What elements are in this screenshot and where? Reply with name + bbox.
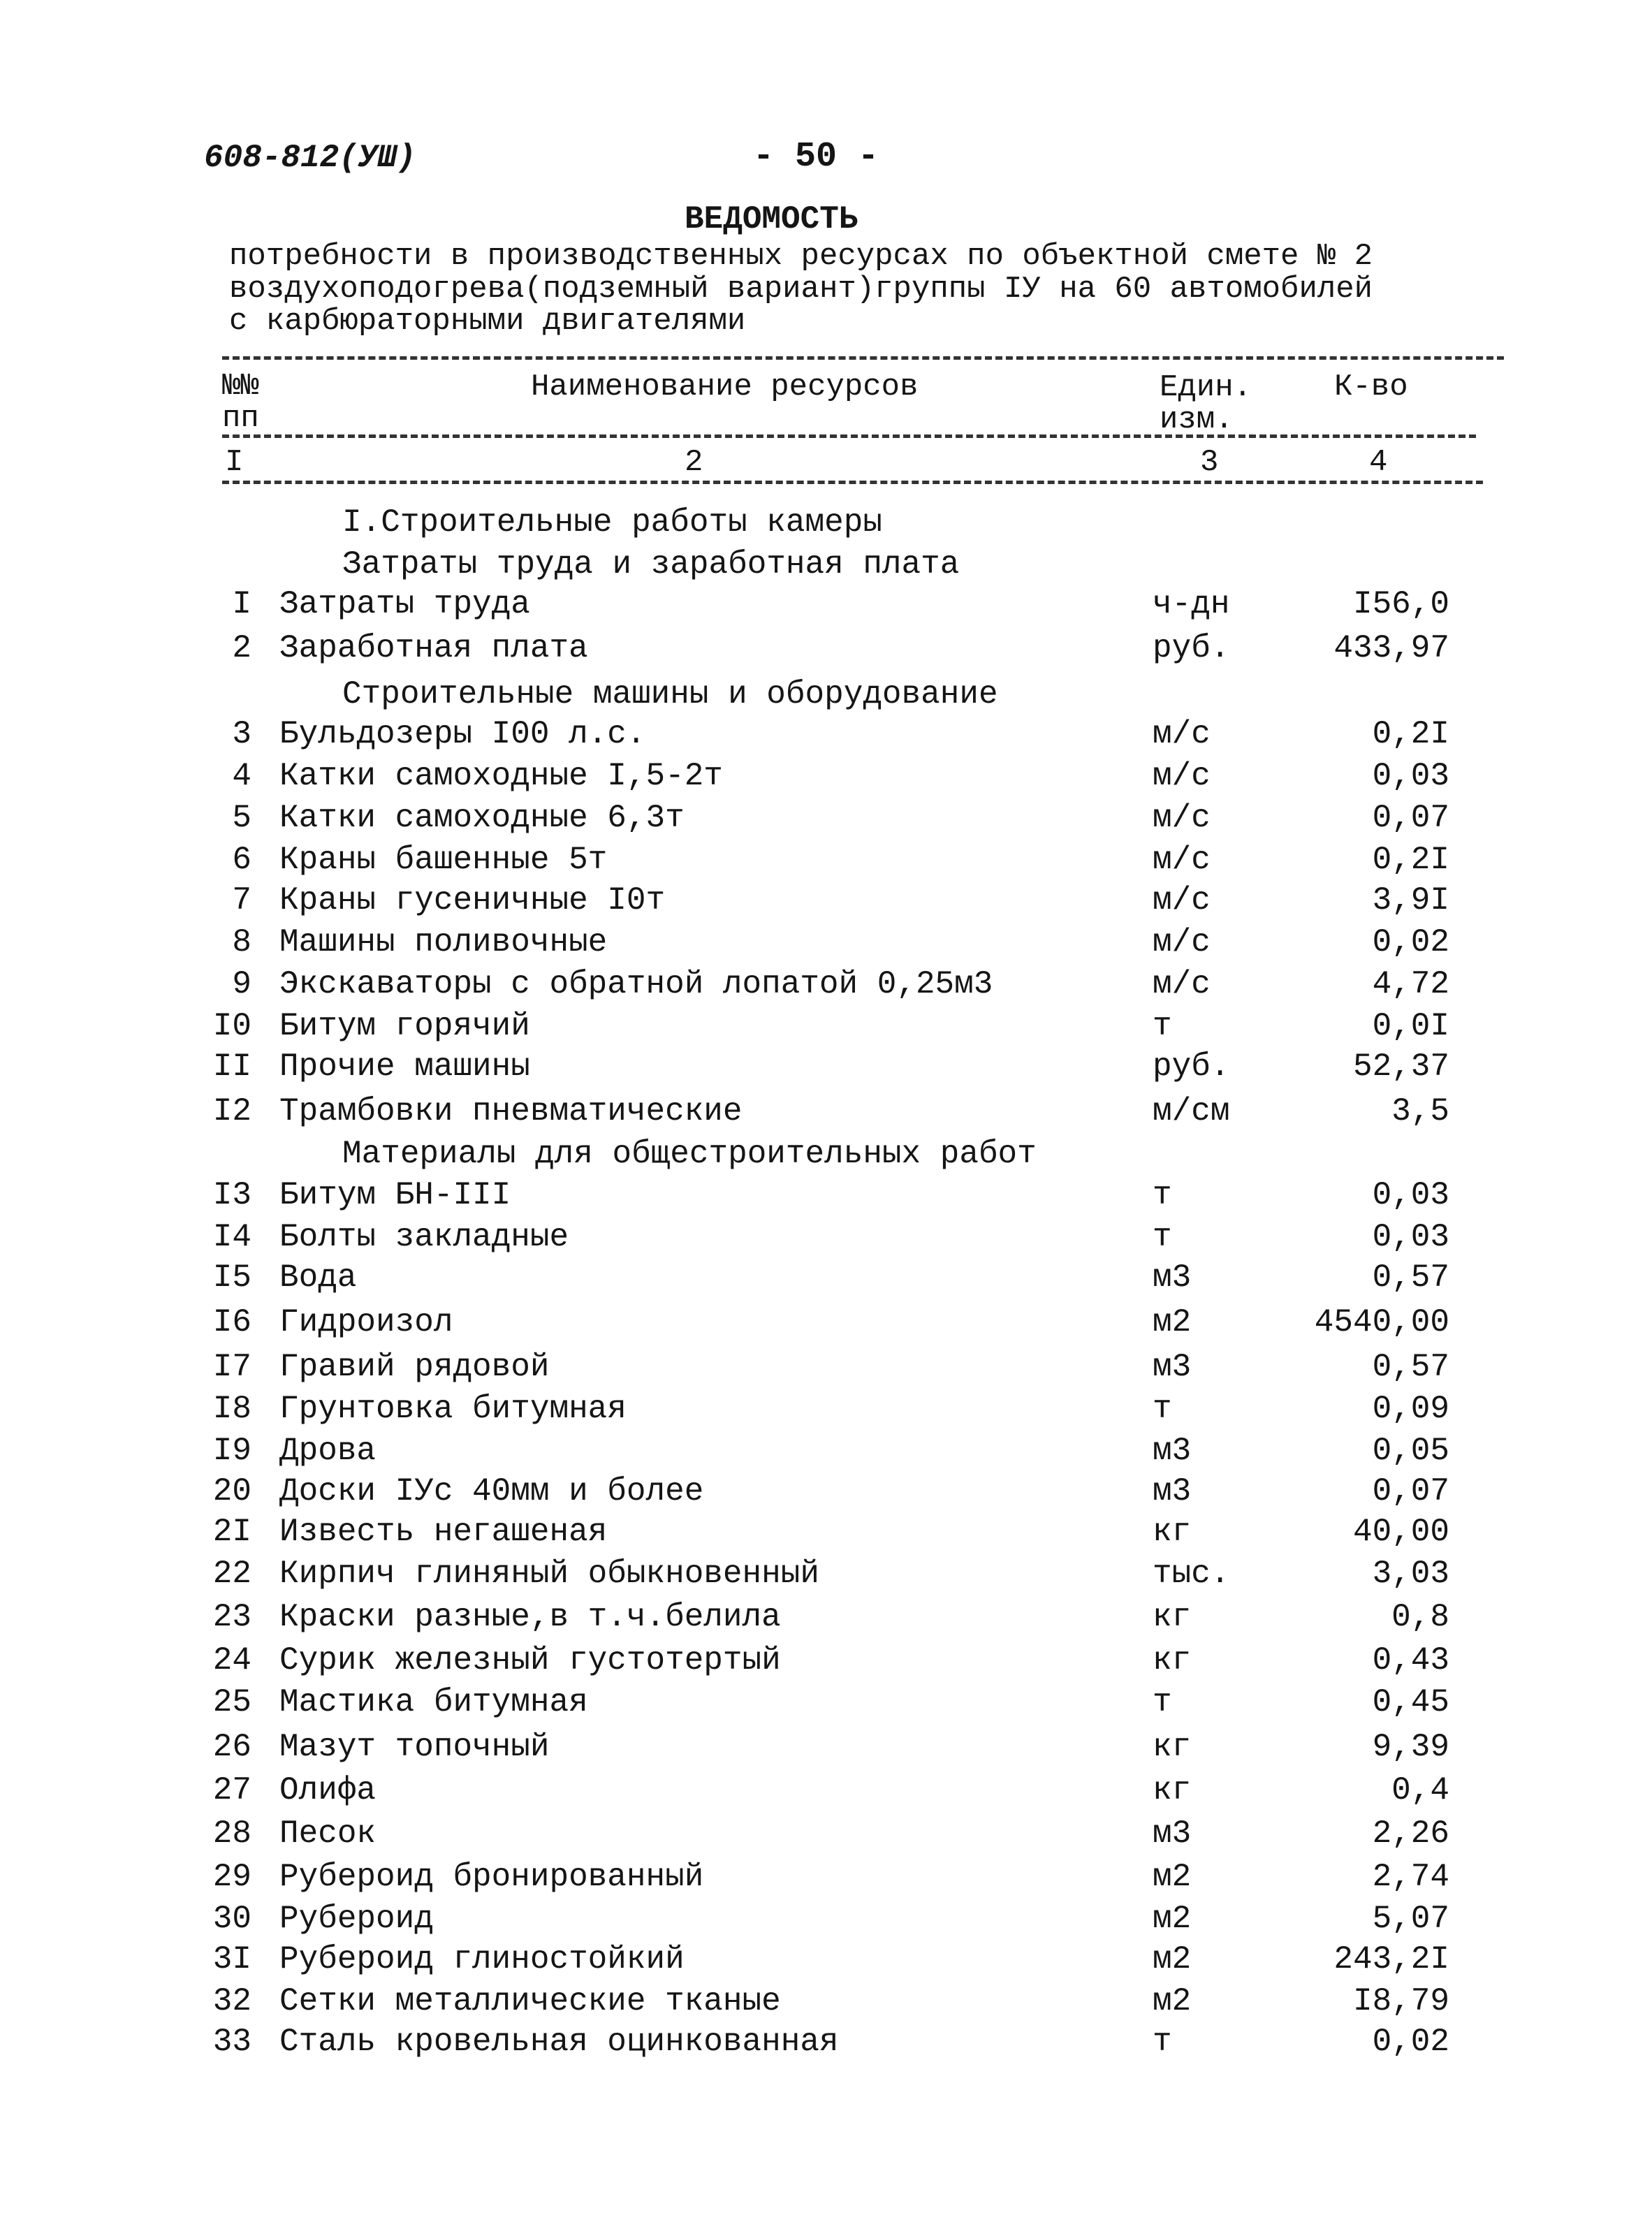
resource-name: Битум БН-III	[279, 1177, 511, 1213]
unit: м2	[1153, 1859, 1192, 1895]
row-number: I7	[212, 1349, 251, 1385]
column-header-unit: Един. изм.	[1160, 370, 1252, 438]
column-number-2: 2	[685, 445, 703, 480]
resource-name: Затраты труда	[279, 586, 530, 622]
row-number: 22	[212, 1556, 251, 1592]
resource-name: Краски разные,в т.ч.белила	[279, 1599, 781, 1635]
unit: т	[1153, 1008, 1172, 1044]
table-row	[0, 1601, 1652, 1643]
resource-name: Бульдозеры I00 л.с.	[279, 716, 646, 752]
row-number: 7	[232, 882, 251, 919]
unit: м/с	[1153, 924, 1211, 960]
quantity: 52,37	[1352, 1048, 1449, 1085]
unit: м2	[1153, 1901, 1192, 1937]
resource-name: Кирпич глиняный обыкновенный	[279, 1556, 819, 1592]
resource-name: Рубероид	[279, 1901, 434, 1937]
quantity: 0,02	[1372, 924, 1449, 960]
row-number: 20	[212, 1473, 251, 1510]
row-number: 26	[212, 1729, 251, 1765]
resource-name: Рубероид глиностойкий	[279, 1941, 685, 1978]
quantity: 0,4	[1391, 1772, 1449, 1808]
unit: м/см	[1153, 1093, 1230, 1130]
quantity: 0,43	[1372, 1642, 1449, 1679]
table-row	[0, 1985, 1652, 2027]
table-row	[0, 1815, 1652, 1859]
unit: кг	[1153, 1772, 1192, 1808]
row-number: I8	[212, 1391, 251, 1427]
row-number: I4	[212, 1219, 251, 1255]
row-number: 32	[212, 1983, 251, 2019]
row-number: I9	[212, 1433, 251, 1469]
unit: м3	[1153, 1349, 1192, 1385]
table-row	[0, 1435, 1652, 1477]
resource-name: Сурик железный густотертый	[279, 1642, 781, 1679]
table-row	[0, 2026, 1652, 2068]
row-number: 28	[212, 1815, 251, 1852]
quantity: 0,57	[1372, 1349, 1449, 1385]
unit: кг	[1153, 1599, 1192, 1635]
resource-name: Заработная плата	[279, 630, 588, 666]
resource-name: Рубероид бронированный	[279, 1859, 704, 1895]
quantity: 0,2I	[1372, 716, 1449, 752]
quantity: 3,9I	[1372, 882, 1449, 919]
row-number: 8	[232, 924, 251, 960]
resource-name: Катки самоходные I,5-2т	[279, 758, 723, 794]
row-number: 29	[212, 1859, 251, 1895]
quantity: 0,45	[1372, 1684, 1449, 1720]
row-number: I	[232, 586, 251, 622]
quantity: 0,2I	[1372, 842, 1449, 878]
row-number: 23	[212, 1599, 251, 1635]
column-header-name: Наименование ресурсов	[531, 370, 919, 404]
table-row	[0, 760, 1652, 802]
table-row	[0, 1048, 1652, 1092]
subtitle-line: потребности в производственных ресурсах по объектной смете № 2	[229, 239, 1373, 274]
unit: м/с	[1153, 842, 1211, 878]
row-number: 3I	[212, 1941, 251, 1978]
quantity: 5,07	[1372, 1901, 1449, 1937]
table-row	[0, 1644, 1652, 1686]
resource-name: Гравий рядовой	[279, 1349, 550, 1385]
resource-name: Песок	[279, 1815, 377, 1852]
unit: м/с	[1153, 758, 1211, 794]
row-number: 24	[212, 1642, 251, 1679]
row-number: II	[212, 1048, 251, 1085]
row-number: 2I	[212, 1514, 251, 1550]
quantity: I56,0	[1352, 586, 1449, 622]
unit: м/с	[1153, 716, 1211, 752]
resource-name: Болты закладные	[279, 1219, 569, 1255]
unit: т	[1153, 1219, 1172, 1255]
row-number: 2	[232, 630, 251, 666]
unit: тыс.	[1153, 1556, 1230, 1592]
quantity: 0,07	[1372, 1473, 1449, 1510]
resource-name: Прочие машины	[279, 1048, 530, 1085]
unit: м/с	[1153, 882, 1211, 919]
unit: т	[1153, 2024, 1172, 2060]
quantity: 40,00	[1352, 1514, 1449, 1550]
table-row	[0, 1306, 1652, 1348]
resource-name: Катки самоходные 6,3т	[279, 800, 685, 836]
unit: т	[1153, 1177, 1172, 1213]
resource-name: Грунтовка битумная	[279, 1391, 627, 1427]
unit: м3	[1153, 1473, 1192, 1510]
unit: м3	[1153, 1433, 1192, 1469]
row-number: 4	[232, 758, 251, 794]
quantity: 433,97	[1333, 630, 1449, 666]
group-heading: Материалы для общестроительных работ	[342, 1136, 1037, 1172]
row-number: 33	[212, 2024, 251, 2060]
row-number: 5	[232, 800, 251, 836]
table-top-divider	[222, 356, 1504, 360]
table-row	[0, 1259, 1652, 1303]
quantity: 3,03	[1372, 1556, 1449, 1592]
quantity: 0,02	[1372, 2024, 1449, 2060]
unit: м2	[1153, 1304, 1192, 1340]
table-row	[0, 1516, 1652, 1558]
row-number: 3	[232, 716, 251, 752]
table-row	[0, 1179, 1652, 1221]
quantity: 0,0I	[1372, 1008, 1449, 1044]
table-row	[0, 1475, 1652, 1517]
resource-name: Мазут топочный	[279, 1729, 550, 1765]
table-row	[0, 844, 1652, 886]
quantity: 0,03	[1372, 1177, 1449, 1213]
unit: руб.	[1153, 630, 1230, 666]
unit: м/с	[1153, 966, 1211, 1002]
quantity: 3,5	[1391, 1093, 1449, 1130]
resource-name: Краны башенные 5т	[279, 842, 608, 878]
quantity: 243,2I	[1333, 1941, 1449, 1978]
quantity: 0,05	[1372, 1433, 1449, 1469]
column-header-qty: К-во	[1334, 370, 1408, 404]
table-row	[0, 1221, 1652, 1263]
resource-name: Краны гусеничные I0т	[279, 882, 666, 919]
table-row	[0, 588, 1652, 630]
resource-name: Гидроизол	[279, 1304, 453, 1340]
table-row	[0, 1903, 1652, 1945]
header-divider	[222, 434, 1476, 438]
column-number-3: 3	[1200, 445, 1219, 480]
quantity: 0,03	[1372, 758, 1449, 794]
resource-name: Дрова	[279, 1433, 377, 1469]
table-row	[0, 632, 1652, 674]
resource-name: Сетки металлические тканые	[279, 1983, 781, 2019]
quantity: I8,79	[1352, 1983, 1449, 2019]
quantity: 4540,00	[1314, 1304, 1449, 1340]
page-number: - 50 -	[753, 137, 879, 177]
quantity: 0,57	[1372, 1259, 1449, 1296]
quantity: 2,26	[1372, 1815, 1449, 1852]
subtitle-line: воздухоподогрева(подземный вариант)группы IУ на 60 автомобилей	[229, 272, 1373, 307]
group-heading: Строительные машины и оборудование	[342, 676, 998, 712]
table-row	[0, 968, 1652, 1010]
table-row	[0, 718, 1652, 760]
document-title: ВЕДОМОСТЬ	[685, 201, 858, 237]
unit: ч-дн	[1153, 586, 1230, 622]
unit: т	[1153, 1391, 1172, 1427]
resource-name: Вода	[279, 1259, 357, 1296]
table-row	[0, 802, 1652, 844]
row-number: I6	[212, 1304, 251, 1340]
row-number: 25	[212, 1684, 251, 1720]
column-number-4: 4	[1369, 445, 1388, 480]
document-code: 608-812(УШ)	[204, 140, 416, 176]
row-number: I2	[212, 1093, 251, 1130]
quantity: 0,8	[1391, 1599, 1449, 1635]
row-number: 30	[212, 1901, 251, 1937]
resource-name: Машины поливочные	[279, 924, 608, 960]
quantity: 4,72	[1372, 966, 1449, 1002]
row-number: I5	[212, 1259, 251, 1296]
unit: т	[1153, 1684, 1172, 1720]
resource-name: Битум горячий	[279, 1008, 530, 1044]
resource-name: Трамбовки пневматические	[279, 1093, 743, 1130]
table-row	[0, 1774, 1652, 1816]
table-row	[0, 1351, 1652, 1393]
unit: м2	[1153, 1941, 1192, 1978]
unit: кг	[1153, 1729, 1192, 1765]
unit: м/с	[1153, 800, 1211, 836]
unit: руб.	[1153, 1048, 1230, 1085]
resource-name: Доски IУс 40мм и более	[279, 1473, 704, 1510]
section-title: I.Строительные работы камеры	[342, 504, 882, 541]
quantity: 0,07	[1372, 800, 1449, 836]
row-number: I0	[212, 1008, 251, 1044]
table-row	[0, 1558, 1652, 1600]
resource-name: Мастика битумная	[279, 1684, 588, 1720]
column-number-1: I	[225, 445, 244, 480]
row-number: 27	[212, 1772, 251, 1808]
table-row	[0, 1010, 1652, 1052]
table-row	[0, 884, 1652, 926]
row-number: 6	[232, 842, 251, 878]
unit: м2	[1153, 1983, 1192, 2019]
column-number-divider	[222, 481, 1483, 484]
resource-name: Олифа	[279, 1772, 377, 1808]
table-row	[0, 1731, 1652, 1773]
table-row	[0, 1686, 1652, 1728]
unit: м3	[1153, 1815, 1192, 1852]
group-heading: Затраты труда и заработная плата	[342, 546, 960, 583]
column-header-num: №№ пп	[222, 369, 259, 437]
quantity: 0,03	[1372, 1219, 1449, 1255]
table-row	[0, 1861, 1652, 1903]
subtitle-line: с карбюраторными двигателями	[229, 304, 746, 339]
table-row	[0, 1943, 1652, 1985]
quantity: 0,09	[1372, 1391, 1449, 1427]
table-row	[0, 1393, 1652, 1435]
resource-name: Экскаваторы с обратной лопатой 0,25м3	[279, 966, 993, 1002]
row-number: 9	[232, 966, 251, 1002]
resource-name: Известь негашеная	[279, 1514, 608, 1550]
quantity: 9,39	[1372, 1729, 1449, 1765]
row-number: I3	[212, 1177, 251, 1213]
unit: м3	[1153, 1259, 1192, 1296]
quantity: 2,74	[1372, 1859, 1449, 1895]
table-row	[0, 1095, 1652, 1137]
unit: кг	[1153, 1514, 1192, 1550]
unit: кг	[1153, 1642, 1192, 1679]
resource-name: Сталь кровельная оцинкованная	[279, 2024, 839, 2060]
table-row	[0, 926, 1652, 968]
